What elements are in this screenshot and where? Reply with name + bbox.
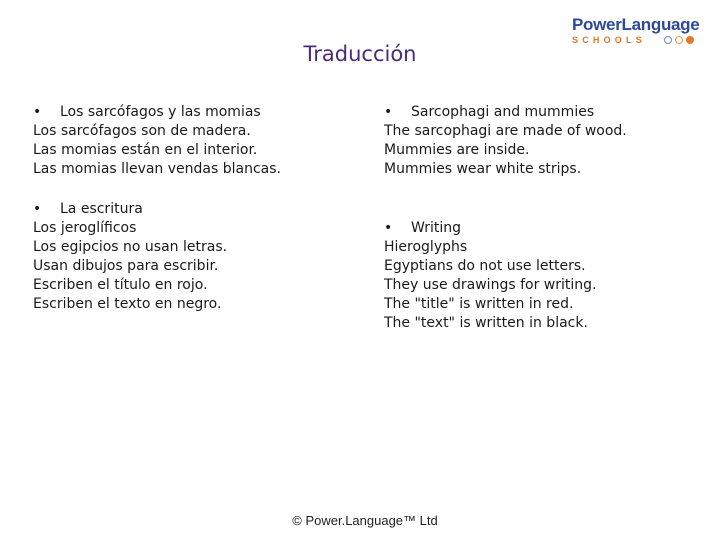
spanish-line: Escriben el título en rojo. [33, 277, 208, 293]
spanish-line: Escriben el texto en negro. [33, 296, 222, 312]
english-line: The "text" is written in black. [384, 315, 588, 331]
spanish-line: Los egipcios no usan letras. [33, 239, 228, 255]
english-line: Mummies are inside. [384, 142, 530, 158]
bullet-icon: • [33, 104, 42, 120]
english-line: The sarcophagi are made of wood. [384, 123, 627, 139]
english-block-writing [384, 219, 596, 333]
english-line: Mummies wear white strips. [384, 161, 582, 177]
logo-language-text: Language [621, 15, 700, 34]
english-line: They use drawings for writing. [384, 277, 597, 293]
english-heading-line [384, 103, 627, 122]
english-line: Hieroglyphs [384, 239, 468, 255]
logo-power-text: Power [572, 15, 622, 34]
spanish-line: Las momias están en el interior. [33, 142, 258, 158]
logo-wordmark [572, 16, 708, 34]
spanish-line: Usan dibujos para escribir. [33, 258, 219, 274]
bullet-icon: • [384, 104, 393, 120]
english-heading-sarcophagi: Sarcophagi and mummies [411, 104, 595, 120]
spanish-heading-writing: La escritura [60, 201, 143, 217]
spanish-heading-sarcophagi: Los sarcófagos y las momias [60, 104, 261, 120]
bullet-icon: • [384, 220, 393, 236]
english-line: Egyptians do not use letters. [384, 258, 586, 274]
spanish-block-writing [33, 200, 227, 314]
slide-title: Traducción [303, 42, 417, 66]
english-block-sarcophagi [384, 103, 627, 179]
english-heading-writing: Writing [411, 220, 461, 236]
spanish-heading-line [33, 200, 227, 219]
spanish-heading-line [33, 103, 281, 122]
spanish-line: Los jeroglíficos [33, 220, 137, 236]
bullet-icon: • [33, 201, 42, 217]
spanish-line: Los sarcófagos son de madera. [33, 123, 251, 139]
copyright-footer: © Power.Language™ Ltd [292, 513, 438, 528]
spanish-block-sarcophagi [33, 103, 281, 179]
spanish-line: Las momias llevan vendas blancas. [33, 161, 281, 177]
english-heading-line [384, 219, 596, 238]
english-line: The "title" is written in red. [384, 296, 574, 312]
logo-schools-text: SCHOOLS [572, 35, 646, 45]
